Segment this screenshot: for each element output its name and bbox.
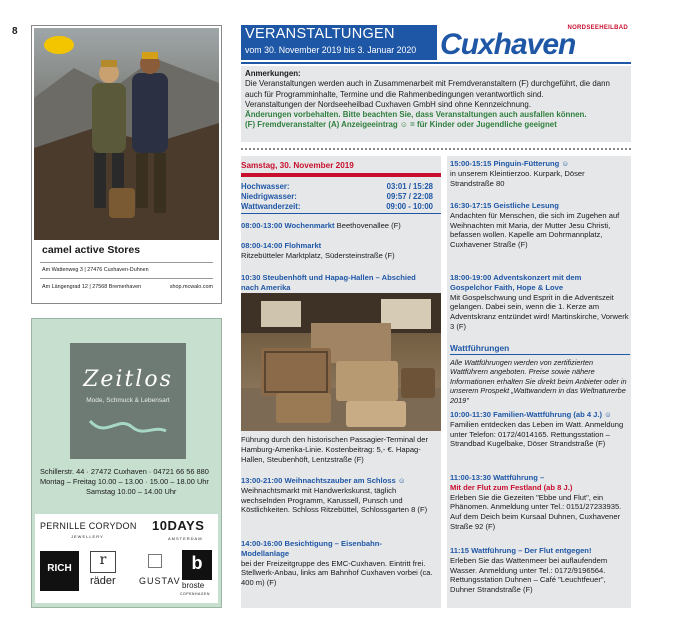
tide-value: 09:57 / 22:08 [386, 192, 433, 201]
event-photo-suitcases [241, 293, 441, 431]
event-entry [241, 539, 435, 588]
pernille-corydon-logo: PERNILLE CORYDON [40, 521, 137, 531]
event-title: 15:00-15:15 Pinguin-Fütterung ☺ [450, 159, 570, 168]
tide-label: Wattwanderzeit: [241, 202, 301, 211]
tide-value: 03:01 / 15:28 [386, 182, 433, 191]
tide-label: Hochwasser: [241, 182, 290, 191]
event-entry [241, 221, 435, 231]
event-entry [450, 273, 630, 332]
cuxhaven-logo-tagline: NORDSEEHEILBAD [567, 25, 628, 31]
event-body: Weihnachtsmarkt mit Handwerkskunst, täglich wechselnden Programm, Karussell, Punsch und Köstlichkeiten. Schloss Ritzebüttel, Schlossgarten 8 (F) [241, 485, 428, 515]
events-column-1 [241, 156, 441, 608]
divider [40, 278, 213, 279]
raeder-logo-mark: r [90, 551, 116, 573]
header-rule [241, 62, 631, 64]
tide-rule [241, 213, 441, 214]
event-title: 08:00-14:00 Flohmarkt [241, 241, 322, 250]
pernille-corydon-sub: JEWELLERY [71, 534, 104, 539]
event-entry [241, 241, 435, 261]
dotted-divider [241, 148, 631, 150]
zeitlos-address: Schillerstr. 44 · 27472 Cuxhaven · 04721 66 56 880 [40, 467, 209, 476]
cuxhaven-logo-word: Cuxhaven [440, 28, 576, 61]
notes-paragraph: Die Veranstaltungen werden auch in Zusammenarbeit mit Fremdveranstaltern (F) durchgeführt, die dann auch für Programminhalte, Termine und die Rahmenbedingungen verantwortlich sind. [245, 79, 610, 99]
gustav-crest-icon [148, 554, 162, 568]
notes-heading: Anmerkungen: [245, 69, 301, 78]
divider [40, 262, 213, 263]
notes-warning: Änderungen vorbehalten. Bitte beachten Sie, dass Veranstaltungen auch ausfallen können. [245, 110, 587, 120]
broste-sub: COPENHAGEN [180, 592, 210, 596]
store-website[interactable]: shop.mcwalo.com [169, 284, 213, 290]
event-subtitle: Mit der Flut zum Festland (ab 8 J.) [450, 482, 573, 492]
page-number: 8 [12, 26, 18, 37]
event-body: Ritzebütteler Marktplatz, Südersteinstraße (F) [241, 250, 395, 260]
tide-value: 09:00 - 10:00 [386, 202, 433, 211]
event-title: 10:30 Steubenhöft und Hapag-Hallen – Abschied nach Amerika [241, 273, 416, 292]
event-title: 14:00-16:00 Besichtigung – Eisenbahn-Modellanlage [241, 539, 382, 558]
zeitlos-ad [31, 318, 222, 608]
events-column-2 [447, 156, 631, 608]
tide-row [241, 202, 437, 212]
page-title: VERANSTALTUNGEN [245, 26, 395, 42]
event-body: Erleben Sie das Wattenmeer bei auflaufendem Wasser. Anmeldung unter Tel.: 0172/9196564. Rettungsstation Duhnen – Café "Leuchtfeuer", Duhner Strandstraße (F) [450, 555, 608, 595]
zeitlos-hours-saturday: Samstag 10.00 – 14.00 Uhr [86, 487, 177, 496]
ad-photo-hikers [34, 28, 219, 240]
camel-active-ad [31, 25, 222, 304]
store-address-1: Am Wattenweg 3 | 27476 Cuxhaven-Duhnen [42, 267, 149, 273]
brand-logos [35, 514, 218, 603]
cuxhaven-logo [438, 25, 631, 60]
zeitlos-logo [70, 343, 186, 459]
zeitlos-hours-weekday: Montag – Freitag 10.00 – 13.00 · 15.00 – 18.00 Uhr [40, 477, 209, 486]
tendays-sub: AMSTERDAM [168, 536, 203, 541]
section-intro: Alle Wattführungen werden von zertifizierten Wattführern angeboten. Preise sowie nähere Informationen erhalten Sie direkt beim Anbieter oder in unserem Prospekt „Wattwandern in das Weltnaturerbe 2019" [450, 358, 627, 405]
event-title: 13:00-21:00 Weihnachtszauber am Schloss ☺ [241, 476, 406, 485]
events-header [241, 25, 437, 60]
event-title: 10:00-11:30 Familien-Wattführung (ab 4 J.) ☺ [450, 410, 612, 419]
event-body: Andachten für Menschen, die sich im Zugehen auf Weihnachten mit Maria, der Mutter Jesu Christi, befassen wollen. Kapelle am Dohrmannplatz, Cuxhavener Straße (F) [450, 210, 620, 250]
broste-logo-mark: b [182, 550, 212, 580]
event-entry [241, 476, 435, 515]
wave-icon [88, 413, 168, 441]
zeitlos-hours [40, 477, 215, 497]
better-rich-logo: RICH [40, 551, 79, 591]
raeder-logo: räder [90, 575, 116, 587]
event-entry [450, 201, 630, 250]
event-body: Beethovenallee (F) [334, 221, 401, 230]
event-title: 11:15 Wattführung – Der Flut entgegen! [450, 546, 592, 555]
tide-row [241, 182, 437, 192]
notes-legend: (F) Fremdveranstalter (A) Anzeigeeintrag ☺ = für Kinder oder Jugendliche geeignet [245, 120, 557, 130]
broste-logo: broste [182, 581, 205, 590]
event-body: Mit Gospelschwung und Esprit in die Adventszeit gelangen. Dabei sein, wenn die 1. Kerze am Adventskranz entzündet wird! Martinskirche, Vorwerk 3 (F) [450, 292, 629, 331]
event-title: 16:30-17:15 Geistliche Lesung [450, 201, 559, 210]
event-body: Familien entdecken das Leben im Watt. Anmeldung unter Telefon: 0172/4014165. Rettungsstation – Strandbad Kugelbake, Döser Strandstraße (F) [450, 419, 624, 449]
store-address-2: Am Längengrad 12 | 27568 Bremerhaven [42, 284, 142, 290]
event-title: 08:00-13:00 Wochenmarkt [241, 221, 335, 230]
event-entry [450, 546, 630, 595]
event-title: 11:00-13:30 Wattführung – [450, 473, 545, 482]
tendays-logo: 10DAYS [152, 518, 205, 533]
section-rule [450, 354, 630, 355]
camel-logo-icon [44, 36, 74, 54]
zeitlos-logo-subtitle: Mode, Schmuck & Lebensart [86, 397, 170, 404]
tide-label: Niedrigwasser: [241, 192, 297, 201]
event-body: bei der Freizeitgruppe des EMC-Cuxhaven. Eintritt frei. Stellwerk-Anbau, links am Bahnhof Cuxhaven vorbei (ca. 400 m) (F) [241, 558, 433, 588]
store-name: camel active Stores [42, 244, 141, 256]
day-bar [241, 173, 441, 177]
gustav-logo: GUSTAV [139, 576, 181, 586]
zeitlos-logo-title: Zeitlos [83, 367, 173, 392]
event-entry [450, 410, 630, 449]
section-heading-wattfuehrungen: Wattführungen [450, 343, 510, 353]
event-body: Führung durch den historischen Passagier-Terminal der Hamburg-Amerika-Linie. Kostenbeitrag: 5,- €. Hapag-Hallen, Steubenhöft, Lentzstraße (F) [241, 435, 428, 464]
event-entry [450, 473, 630, 532]
day-heading: Samstag, 30. November 2019 [241, 161, 354, 170]
notes-paragraph: Veranstaltungen der Nordseeheilbad Cuxhaven GmbH sind ohne Kennzeichnung. [245, 99, 532, 109]
event-title: 18:00-19:00 Adventskonzert mit dem Gospelchor Faith, Hope & Love [450, 273, 582, 292]
tide-row [241, 192, 437, 202]
event-body: Erleben Sie die Gezeiten "Ebbe und Flut", ein Phänomen. Anmeldung unter Tel.: 0151/27233935. Auf dem Deich beim Kursaal Duhnen, Cuxhavener Straße 92 (F) [450, 492, 622, 531]
date-range: vom 30. November 2019 bis 3. Januar 2020 [245, 45, 417, 55]
event-entry [450, 159, 630, 188]
notes-box [241, 66, 631, 142]
event-body: in unserem Kleintierzoo. Kurpark, Döser Strandstraße 80 [450, 168, 585, 188]
